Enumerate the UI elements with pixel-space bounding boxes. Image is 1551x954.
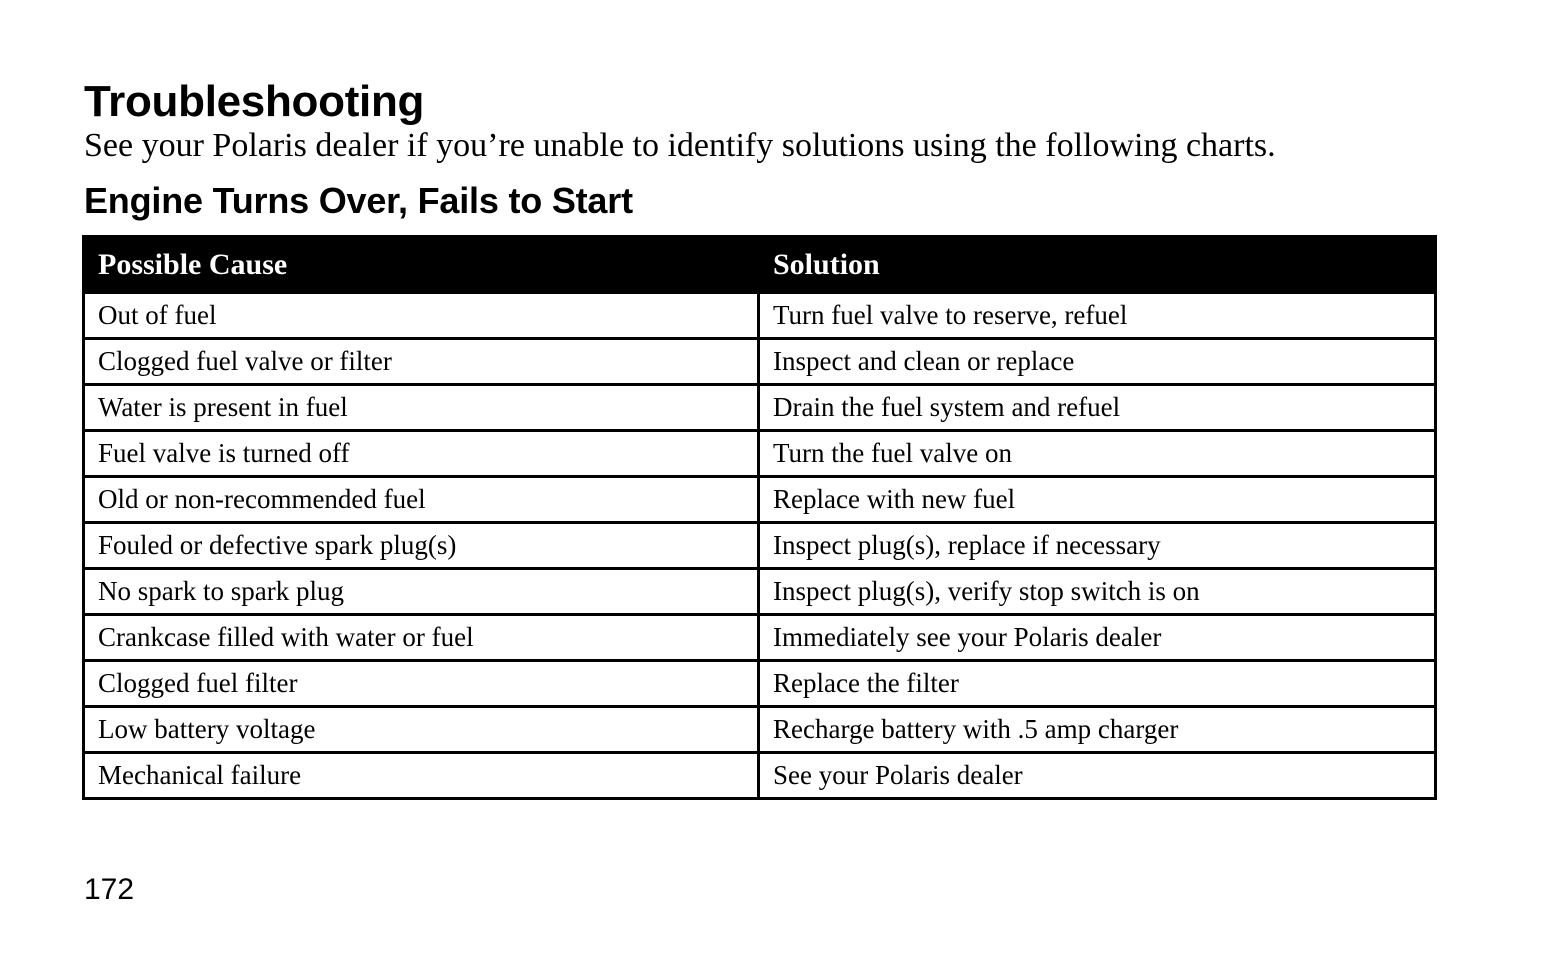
table-row	[84, 477, 1436, 523]
table-row	[84, 431, 1436, 477]
table-row	[84, 523, 1436, 569]
cause-cell: Clogged fuel valve or filter	[84, 339, 759, 385]
table-row	[84, 615, 1436, 661]
solution-cell: Replace the filter	[759, 661, 1436, 707]
header-possible-cause: Possible Cause	[84, 237, 759, 293]
solution-cell: Recharge battery with .5 amp charger	[759, 707, 1436, 753]
cause-cell: Low battery voltage	[84, 707, 759, 753]
table-row	[84, 569, 1436, 615]
intro-text: See your Polaris dealer if you’re unable to identify solutions using the following charts.	[84, 127, 1276, 164]
cause-cell: Water is present in fuel	[84, 385, 759, 431]
section-title: Engine Turns Over, Fails to Start	[84, 180, 633, 221]
table-row	[84, 293, 1436, 339]
table-row	[84, 753, 1436, 799]
troubleshooting-table	[82, 235, 1437, 800]
solution-cell: Replace with new fuel	[759, 477, 1436, 523]
cause-cell: Out of fuel	[84, 293, 759, 339]
table-row	[84, 339, 1436, 385]
solution-cell: Inspect plug(s), verify stop switch is on	[759, 569, 1436, 615]
cause-cell: Clogged fuel filter	[84, 661, 759, 707]
page-number: 172	[84, 873, 135, 906]
solution-cell: Turn the fuel valve on	[759, 431, 1436, 477]
cause-cell: Old or non-recommended fuel	[84, 477, 759, 523]
solution-cell: Immediately see your Polaris dealer	[759, 615, 1436, 661]
table-row	[84, 385, 1436, 431]
solution-cell: See your Polaris dealer	[759, 753, 1436, 799]
page-title: Troubleshooting	[84, 77, 425, 126]
table-header-row	[84, 237, 1436, 293]
solution-cell: Inspect plug(s), replace if necessary	[759, 523, 1436, 569]
solution-cell: Drain the fuel system and refuel	[759, 385, 1436, 431]
cause-cell: Crankcase filled with water or fuel	[84, 615, 759, 661]
table-row	[84, 707, 1436, 753]
cause-cell: Mechanical failure	[84, 753, 759, 799]
cause-cell: Fouled or defective spark plug(s)	[84, 523, 759, 569]
solution-cell: Inspect and clean or replace	[759, 339, 1436, 385]
solution-cell: Turn fuel valve to reserve, refuel	[759, 293, 1436, 339]
table-row	[84, 661, 1436, 707]
cause-cell: Fuel valve is turned off	[84, 431, 759, 477]
cause-cell: No spark to spark plug	[84, 569, 759, 615]
header-solution: Solution	[759, 237, 1436, 293]
